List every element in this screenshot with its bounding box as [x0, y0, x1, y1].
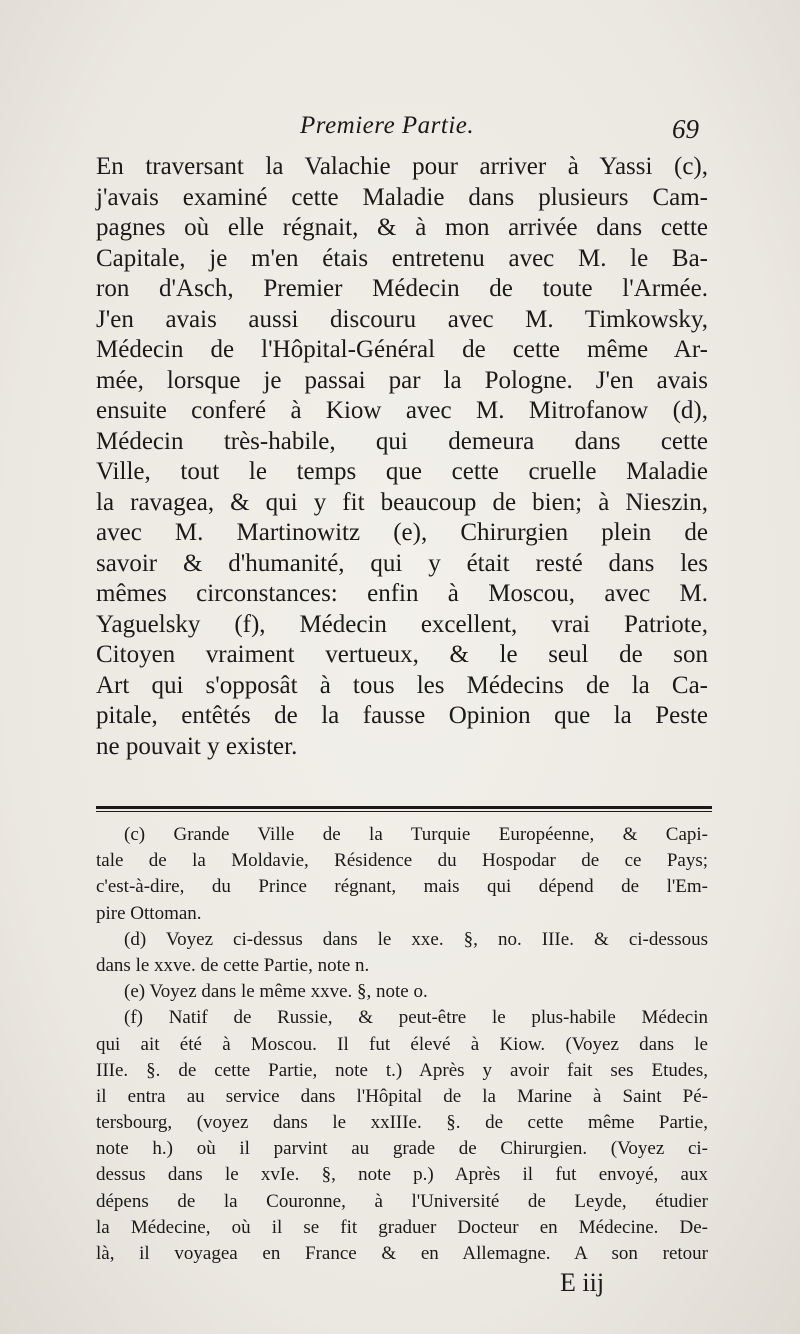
footnote-line: (e) Voyez dans le même xxve. §, note o. — [124, 981, 428, 1003]
footnote-line: il entra au service dans l'Hôpital de la Marine à Saint Pé- — [96, 1085, 708, 1107]
main-text — [96, 152, 708, 762]
text-line: Yaguelsky (f), Médecin excellent, vrai Patriote, — [96, 610, 708, 638]
footnote-line: (c) Grande Ville de la Turquie Européenne, & Capi- — [124, 824, 708, 845]
footnote-divider — [96, 806, 712, 809]
text-line: Ville, tout le temps que cette cruelle Maladie — [96, 458, 708, 485]
text-line: En traversant la Valachie pour arriver à Yassi (c), — [96, 153, 708, 180]
footnote-line: qui ait été à Moscou. Il fut élevé à Kiow. (Voyez dans le — [96, 1033, 708, 1055]
footnote-line: dépens de la Couronne, à l'Université de Leyde, étudier — [96, 1190, 708, 1212]
footnotes — [96, 822, 708, 1267]
footnote-line: dessus dans le xvIe. §, note p.) Après il fut envoyé, aux — [96, 1164, 708, 1186]
text-line: J'en avais aussi discouru avec M. Timkowsky, — [96, 305, 708, 333]
page-header — [0, 112, 800, 146]
text-line: avec M. Martinowitz (e), Chirurgien plein de — [96, 519, 708, 546]
footnote-line: pire Ottoman. — [96, 902, 202, 924]
footnote-line: tale de la Moldavie, Résidence du Hospodar de ce Pays; — [96, 850, 708, 872]
footnote-line: note h.) où il parvint au grade de Chirurgien. (Voyez ci- — [96, 1138, 708, 1160]
text-line: Médecin de l'Hôpital-Général de cette même Ar- — [96, 336, 708, 363]
text-line: mée, lorsque je passai par la Pologne. J'en avais — [96, 366, 708, 394]
running-title: Premiere Partie. — [300, 112, 475, 139]
text-line: Médecin très-habile, qui demeura dans cette — [96, 427, 708, 455]
footnote-line: là, il voyagea en France & en Allemagne. A son retour — [96, 1243, 708, 1264]
footnote-line: tersbourg, (voyez dans le xxIIIe. §. de cette même Partie, — [96, 1112, 708, 1134]
footnote-line: c'est-à-dire, du Prince régnant, mais qui dépend de l'Em- — [96, 876, 708, 898]
signature-mark: E iij — [560, 1268, 605, 1297]
page-number: 69 — [672, 114, 699, 144]
text-line: ensuite conferé à Kiow avec M. Mitrofanow (d), — [96, 397, 708, 424]
text-line: ron d'Asch, Premier Médecin de toute l'Armée. — [96, 275, 708, 302]
text-line: ne pouvait y exister. — [96, 732, 298, 760]
footnote-line: IIIe. §. de cette Partie, note t.) Après y avoir fait ses Etudes, — [96, 1059, 708, 1081]
text-line: savoir & d'humanité, qui y était resté dans les — [96, 549, 708, 577]
text-line: la ravagea, & qui y fit beaucoup de bien; à Nieszin, — [96, 488, 708, 516]
footnote-line: (d) Voyez ci-dessus dans le xxe. §, no. IIIe. & ci-dessous — [124, 928, 708, 950]
text-line: Art qui s'opposât à tous les Médecins de la Ca- — [96, 671, 708, 699]
footnote-line: (f) Natif de Russie, & peut-être le plus-habile Médecin — [124, 1007, 708, 1029]
text-line: mêmes circonstances: enfin à Moscou, avec M. — [96, 580, 708, 607]
text-line: Capitale, je m'en étais entretenu avec M. le Ba- — [96, 244, 708, 272]
footnote-line: dans le xxve. de cette Partie, note n. — [96, 954, 370, 976]
text-line: Citoyen vraiment vertueux, & le seul de son — [96, 641, 708, 668]
text-line: pagnes où elle régnait, & à mon arrivée dans cette — [96, 214, 708, 241]
footnote-line: la Médecine, où il se fit graduer Docteur en Médecine. De- — [96, 1216, 708, 1238]
text-line: j'avais examiné cette Maladie dans plusieurs Cam- — [96, 183, 708, 211]
text-line: pitale, entêtés de la fausse Opinion que la Peste — [96, 702, 708, 729]
